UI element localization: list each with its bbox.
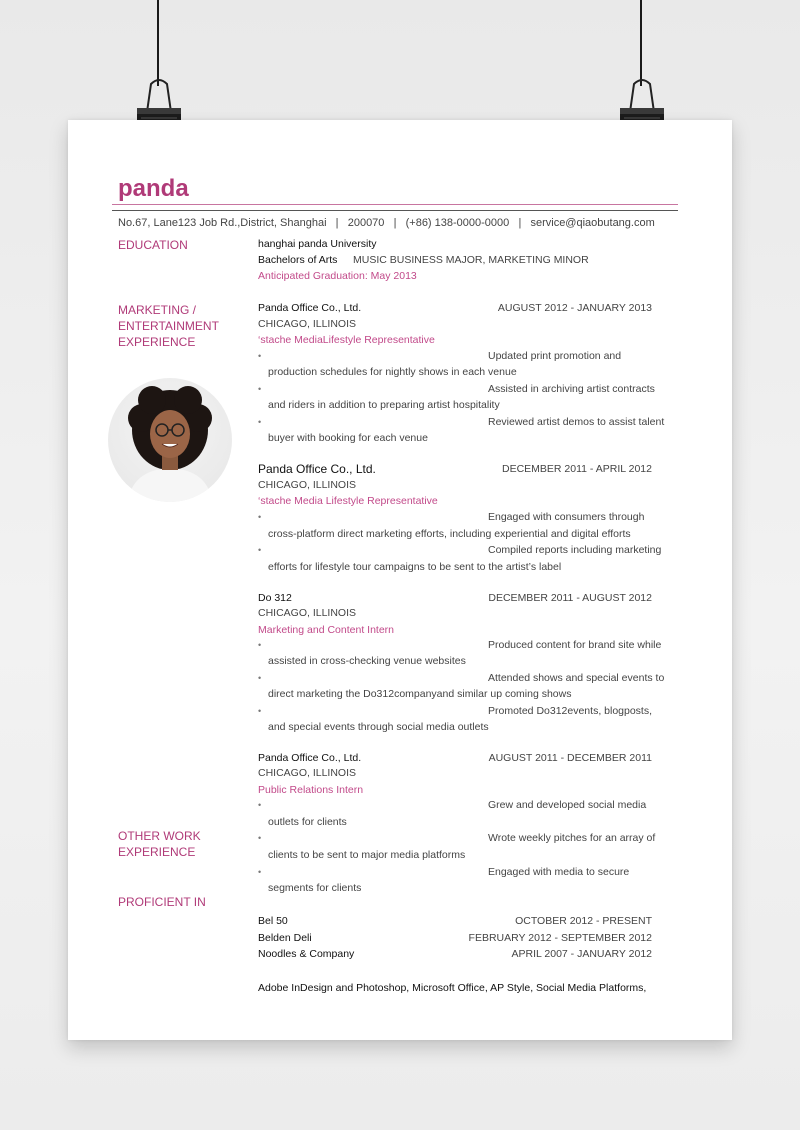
bullet-text: production schedules for nightly shows in each venue [268, 366, 517, 378]
resume-sheet [68, 120, 732, 1040]
bullet-text: segments for clients [268, 882, 362, 894]
other-work-organization: Bel 50 [258, 915, 288, 927]
bullet-text: Engaged with consumers through [488, 511, 645, 523]
bullet-text: efforts for lifestyle tour campaigns to be sent to the artist’s label [268, 561, 562, 573]
bullet-text: Engaged with media to secure [488, 866, 630, 878]
job-organization: Do 312 [258, 592, 292, 604]
bullet-text: Updated print promotion and [488, 350, 622, 362]
bullet-text: Compiled reports including marketing [488, 544, 662, 556]
bullet-icon: • [258, 867, 262, 877]
hanging-string-right [640, 0, 642, 86]
other-work-date: FEBRUARY 2012 - SEPTEMBER 2012 [468, 932, 652, 944]
school-name: hanghai panda University [258, 238, 377, 250]
bullet-text: Produced content for brand site while [488, 639, 662, 651]
section-title-other-work: OTHER WORK EXPERIENCE [118, 829, 201, 859]
job-date: DECEMBER 2011 - APRIL 2012 [502, 463, 652, 475]
job-title: Marketing and Content Intern [258, 624, 394, 636]
job-date: AUGUST 2012 - JANUARY 2013 [497, 302, 652, 314]
bullet-text: outlets for clients [268, 816, 347, 828]
bullet-text: and special events through social media outlets [268, 721, 489, 733]
candidate-name: panda [118, 175, 189, 202]
bullet-text: Promoted Do312events, blogposts, [488, 705, 653, 717]
bullet-text: direct marketing the Do312companyand similar up coming shows [268, 688, 572, 700]
header-divider [112, 204, 678, 205]
degree: Bachelors of Arts [258, 254, 338, 266]
contact-line: No.67, Lane123 Job Rd.,District, Shanghai | 200070 | (+86) 138-0000-0000 | service@qiaobutang.com [118, 217, 655, 229]
bullet-text: and riders in addition to preparing artist hospitality [268, 399, 500, 411]
profile-photo [108, 378, 232, 502]
bullet-icon: • [258, 833, 262, 843]
bullet-icon: • [258, 512, 262, 522]
job-title: ‘stache Media Lifestyle Representative [258, 495, 438, 507]
skills-list: Adobe InDesign and Photoshop, Microsoft Office, AP Style, Social Media Platforms, [258, 982, 647, 994]
bullet-icon: • [258, 706, 262, 716]
bullet-text: Grew and developed social media [488, 799, 647, 811]
bullet-text: buyer with booking for each venue [268, 432, 428, 444]
bullet-text: Attended shows and special events to [488, 672, 665, 684]
bullet-text: clients to be sent to major media platforms [268, 849, 466, 861]
major: MUSIC BUSINESS MAJOR, MARKETING MINOR [353, 254, 589, 266]
bullet-text: cross-platform direct marketing efforts, including experiential and digital efforts [268, 528, 631, 540]
bullet-icon: • [258, 384, 262, 394]
job-location: CHICAGO, ILLINOIS [258, 318, 357, 330]
job-date: DECEMBER 2011 - AUGUST 2012 [488, 592, 652, 604]
other-work-organization: Belden Deli [258, 932, 312, 944]
job-location: CHICAGO, ILLINOIS [258, 767, 357, 779]
bullet-text: Assisted in archiving artist contracts [488, 383, 655, 395]
other-work-organization: Noodles & Company [258, 948, 355, 960]
graduation-date: Anticipated Graduation: May 2013 [258, 270, 417, 282]
bullet-icon: • [258, 545, 262, 555]
job-organization: Panda Office Co., Ltd. [258, 752, 362, 764]
bullet-text: assisted in cross-checking venue websites [268, 655, 466, 667]
job-location: CHICAGO, ILLINOIS [258, 479, 357, 491]
other-work-date: APRIL 2007 - JANUARY 2012 [511, 948, 652, 960]
job-date: AUGUST 2011 - DECEMBER 2011 [488, 752, 652, 764]
job-organization: Panda Office Co., Ltd. [258, 302, 362, 314]
bullet-icon: • [258, 351, 262, 361]
bullet-text: Wrote weekly pitches for an array of [488, 832, 656, 844]
job-title: ‘stache MediaLifestyle Representative [258, 334, 435, 346]
header-divider [112, 210, 678, 211]
section-title-proficient: PROFICIENT IN [118, 895, 206, 909]
other-work-date: OCTOBER 2012 - PRESENT [515, 915, 652, 927]
bullet-icon: • [258, 673, 262, 683]
hanging-string-left [157, 0, 159, 86]
bullet-text: Reviewed artist demos to assist talent [488, 416, 665, 428]
bullet-icon: • [258, 417, 262, 427]
section-title-education: EDUCATION [118, 238, 188, 252]
job-location: CHICAGO, ILLINOIS [258, 607, 357, 619]
bullet-icon: • [258, 640, 262, 650]
section-title-marketing: MARKETING / ENTERTAINMENT EXPERIENCE [118, 303, 219, 349]
job-organization: Panda Office Co., Ltd. [258, 462, 376, 476]
bullet-icon: • [258, 800, 262, 810]
job-title: Public Relations Intern [258, 784, 364, 796]
